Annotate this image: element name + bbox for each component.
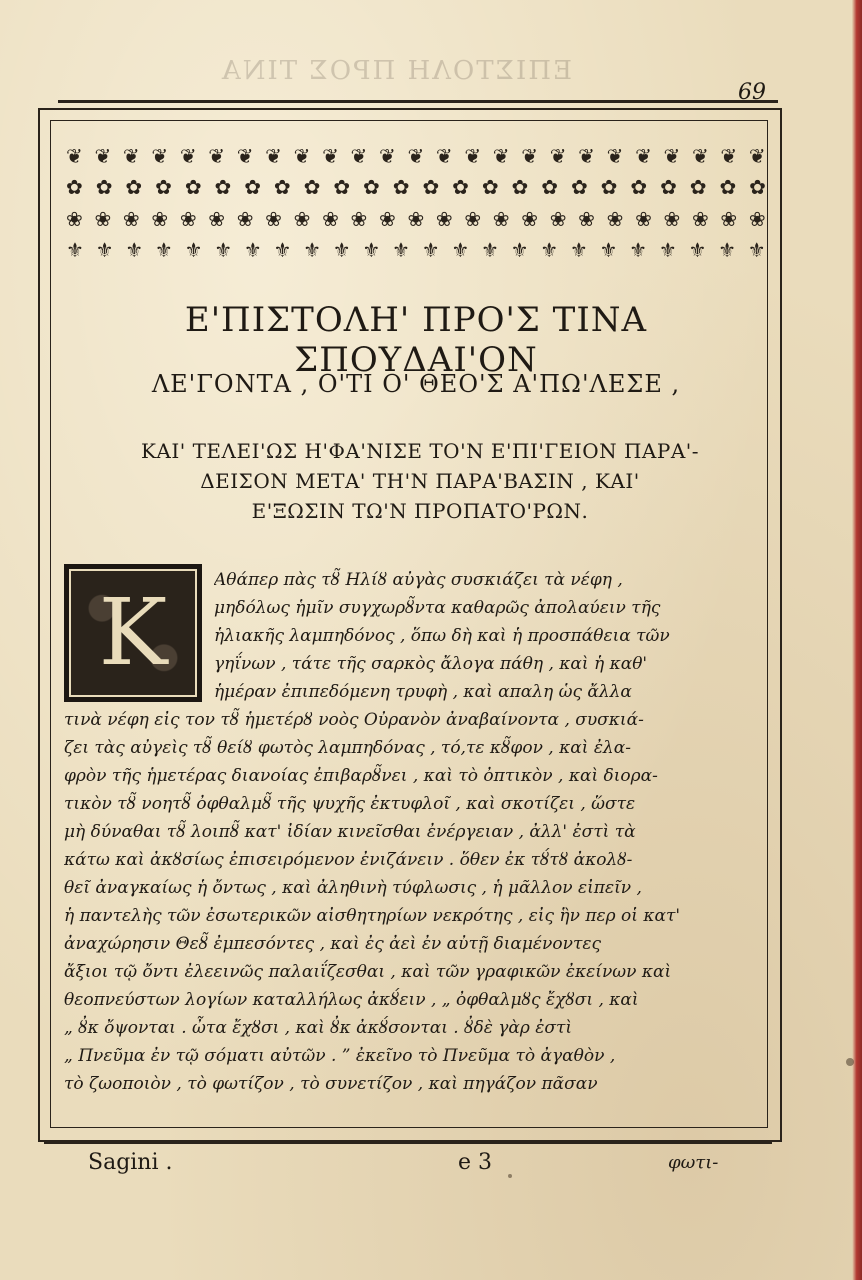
fleuron-icon: ✿ [749, 175, 766, 200]
body-line: κάτω καὶ ἀκȣσίως ἐπισειρόμενον ἐνιζάνειν . ὅθεν ἐκ τȣ́τȣ ἀκολȣ- [64, 850, 633, 870]
fleuron-icon: ⚜ [184, 237, 203, 262]
fleuron-icon: ⚜ [154, 237, 173, 262]
initial-letter: K [98, 579, 168, 686]
fleuron-icon: ⚜ [362, 237, 381, 262]
fleuron-icon: ⚜ [273, 237, 292, 262]
body-line: ἀναχώρησιν Θεȣ̃ ἐμπεσόντες , καὶ ἐς ἀεὶ ἐν αὐτῇ διαμένοντες [64, 934, 601, 954]
fleuron-icon: ⚜ [688, 237, 707, 262]
decorated-initial [64, 564, 202, 702]
gathering-mark: e 3 [458, 1150, 493, 1175]
fleuron-icon: ⚜ [510, 237, 529, 262]
fleuron-icon: ❦ [265, 144, 282, 168]
fleuron-icon: ⚜ [125, 237, 144, 262]
body-line: μηδόλως ἡμῖν συγχωρȣ̃ντα καθαρῶς ἀπολαύειν τῆς [214, 598, 661, 618]
top-rule [58, 100, 778, 103]
fleuron-icon: ⚜ [332, 237, 351, 262]
title-line-2: ΛΕ'ΓΟΝΤΑ , Ο'ΤΙ Ο' ΘΕΟ'Σ Α'ΠΩ'ΛΕΣΕ , [151, 370, 681, 398]
body-line: ζει τὰς αὐγεὶς τȣ̃ θείȣ φωτὸς λαμπηδόνας , τό,τε κȣ̃φον , καὶ ἐλα- [64, 738, 631, 758]
ornament-row [66, 173, 766, 201]
body-line: ἡλιακῆς λαμπηδόνος , ὅπω δὴ καὶ ἡ προσπάθεια τῶν [214, 626, 670, 646]
body-line: ἡμέραν ἐπιπεδόμενη τρυφὴ , καὶ απαλη ὡς ἄλλα [214, 682, 632, 702]
fleuron-icon: ❀ [179, 206, 197, 231]
ornamental-headpiece [66, 142, 766, 264]
bottom-rule [44, 1142, 772, 1144]
ornament-row [66, 236, 766, 264]
subtitle-line: ΚΑΙ' ΤΕΛΕΙ'ΩΣ Η'ΦΑ'ΝΙΣΕ ΤΟ'Ν Ε'ΠΙ'ΓΕΙΟΝ ΠΑΡΑ'- [140, 439, 700, 463]
fleuron-icon: ✿ [600, 175, 618, 200]
fleuron-icon: ❀ [407, 206, 425, 231]
ink-spot [846, 1058, 854, 1066]
fleuron-icon: ❦ [663, 144, 681, 168]
fleuron-icon: ⚜ [540, 237, 559, 262]
fleuron-icon: ✿ [719, 175, 737, 200]
fleuron-icon: ❦ [151, 144, 169, 168]
body-line: θεῖ ἀναγκαίως ἡ ὄντως , καὶ ἀληθινὴ τύφλωσις , ἡ μᾶλλον εἰπεῖν , [64, 878, 642, 898]
fleuron-icon: ❀ [606, 206, 624, 231]
fleuron-icon: ❦ [94, 144, 112, 168]
fleuron-icon: ❀ [635, 206, 652, 231]
fleuron-icon: ❀ [549, 206, 567, 231]
fleuron-icon: ✿ [452, 175, 469, 200]
fleuron-icon: ❦ [521, 144, 539, 168]
fleuron-icon: ✿ [392, 175, 410, 200]
body-line: γηΐνων , τάτε τῆς σαρκὸς ἄλογα πάθη , καὶ ἡ καθ' [214, 654, 648, 674]
fleuron-icon: ✿ [184, 175, 202, 200]
fleuron-icon: ❦ [435, 144, 453, 168]
fleuron-icon: ❦ [236, 144, 254, 168]
fleuron-icon: ❦ [720, 144, 738, 168]
fleuron-icon: ❀ [435, 206, 453, 231]
fleuron-icon: ✿ [481, 175, 499, 200]
fleuron-icon: ✿ [689, 175, 707, 200]
fleuron-icon: ⚜ [747, 237, 766, 262]
body-line: ἡ παντελὴς τῶν ἐσωτερικῶν αἰσθητηρίων νεκρότης , εἰς ἣν περ οἱ κατ' [64, 906, 681, 926]
fleuron-icon: ✿ [422, 175, 440, 200]
fleuron-icon: ❀ [578, 206, 595, 231]
fleuron-icon: ✿ [303, 175, 321, 200]
fleuron-icon: ❀ [492, 206, 510, 231]
show-through-running-head: ΕΠΙΣΤΟΛΗ ΠΡΟΣ ΤΙΝΑ [220, 56, 572, 86]
body-line: φρὸν τῆς ἡμετέρας διανοίας ἐπιβαρȣ̃νει , καὶ τὸ ὀπτικὸν , καὶ διορα- [64, 766, 658, 786]
fleuron-icon: ⚜ [95, 237, 114, 262]
fleuron-icon: ❀ [663, 206, 681, 231]
fleuron-icon: ✿ [66, 175, 83, 200]
fleuron-icon: ❀ [322, 206, 339, 231]
body-line: τικὸν τȣ̃ νοητȣ̃ ὀφθαλμȣ̃ τῆς ψυχῆς ἐκτυφλοῖ , καὶ σκοτίζει , ὥστε [64, 794, 636, 814]
fleuron-icon: ⚜ [421, 237, 440, 262]
printer-signature: Sagini . [88, 1150, 173, 1175]
fleuron-icon: ⚜ [599, 237, 618, 262]
fleuron-icon: ❀ [464, 206, 482, 231]
fleuron-icon: ✿ [541, 175, 559, 200]
fleuron-icon: ❀ [748, 206, 766, 231]
fleuron-icon: ❦ [635, 144, 652, 168]
fleuron-icon: ✿ [511, 175, 529, 200]
fleuron-icon: ⚜ [480, 237, 499, 262]
fleuron-icon: ✿ [244, 175, 261, 200]
fleuron-icon: ❀ [350, 206, 368, 231]
fleuron-icon: ❦ [606, 144, 624, 168]
fleuron-icon: ❀ [521, 206, 539, 231]
fleuron-icon: ❀ [691, 206, 709, 231]
fleuron-icon: ❦ [691, 144, 709, 168]
fleuron-icon: ✿ [363, 175, 380, 200]
fleuron-icon: ❀ [151, 206, 169, 231]
subtitle-block [90, 436, 750, 526]
body-line: Αθάπερ πὰς τȣ̃ Ηλίȣ αὐγὰς συσκιάζει τὰ νέφη , [214, 570, 623, 590]
fleuron-icon: ❦ [322, 144, 339, 168]
fleuron-icon: ❦ [407, 144, 425, 168]
ornament-row [66, 142, 766, 170]
fleuron-icon: ❦ [492, 144, 510, 168]
fleuron-icon: ❀ [378, 206, 396, 231]
fleuron-icon: ⚜ [303, 237, 322, 262]
fleuron-icon: ❦ [378, 144, 396, 168]
title-line-1: Ε'ΠΙΣΤΟΛΗ' ΠΡΟ'Σ ΤΙΝΑ ΣΠΟΥΔΑΙ'ΟΝ [184, 300, 648, 380]
fleuron-icon: ✿ [273, 175, 291, 200]
body-line: θεοπνεύστων λογίων καταλλήλως ἀκȣ́ειν , „ ὀφθαλμȣς ἔχȣσι , καὶ [64, 990, 639, 1010]
initial-frame [69, 569, 197, 697]
page-number: 69 [738, 80, 766, 105]
fleuron-icon: ❦ [748, 144, 766, 168]
fleuron-icon: ❀ [208, 206, 226, 231]
catchword: φωτι- [668, 1152, 719, 1173]
ink-spot [508, 1174, 512, 1178]
red-page-edge [852, 0, 862, 1280]
fleuron-icon: ❦ [350, 144, 368, 168]
fleuron-icon: ❦ [122, 144, 140, 168]
fleuron-icon: ⚜ [66, 237, 84, 262]
fleuron-icon: ✿ [214, 175, 232, 200]
fleuron-icon: ⚜ [629, 237, 648, 262]
fleuron-icon: ✿ [155, 175, 172, 200]
fleuron-icon: ❀ [122, 206, 140, 231]
fleuron-icon: ⚜ [392, 237, 410, 262]
body-line: μὴ δύναθαι τȣ̃ λοιπȣ̃ κατ' ἰδίαν κινεῖσθαι ἐνέργειαν , ἀλλ' ἐστὶ τὰ [64, 822, 636, 842]
fleuron-icon: ❦ [208, 144, 226, 168]
ornament-row [66, 205, 766, 233]
fleuron-icon: ❀ [94, 206, 112, 231]
fleuron-icon: ❦ [549, 144, 567, 168]
fleuron-icon: ✿ [125, 175, 143, 200]
fleuron-icon: ❦ [66, 144, 83, 168]
fleuron-icon: ❀ [66, 206, 83, 231]
fleuron-icon: ❦ [293, 144, 311, 168]
fleuron-icon: ✿ [333, 175, 351, 200]
fleuron-icon: ❀ [265, 206, 282, 231]
fleuron-icon: ✿ [570, 175, 588, 200]
fleuron-icon: ⚜ [658, 237, 677, 262]
body-line: „ Πνεῦμα ἐν τῷ σόματι αὐτῶν . ” ἐκεῖνο τὸ Πνεῦμα τὸ ἀγαθὸν , [64, 1046, 616, 1066]
fleuron-icon: ✿ [630, 175, 648, 200]
body-line: ἄξιοι τῷ ὄντι ἐλεεινῶς παλαιΐζεσθαι , καὶ τῶν γραφικῶν ἐκείνων καὶ [64, 962, 672, 982]
subtitle-line: ΔΕΙΣΟΝ ΜΕΤΑ' ΤΗ'Ν ΠΑΡΑ'ΒΑΣΙΝ , ΚΑΙ' [200, 469, 640, 493]
fleuron-icon: ⚜ [569, 237, 588, 262]
fleuron-icon: ❀ [293, 206, 311, 231]
fleuron-icon: ⚜ [214, 237, 233, 262]
fleuron-icon: ✿ [660, 175, 677, 200]
subtitle-line: Ε'ΞΩΣΙΝ ΤΩ'Ν ΠΡΟΠΑΤΟ'ΡΩΝ. [251, 499, 589, 523]
fleuron-icon: ❀ [236, 206, 254, 231]
fleuron-icon: ⚜ [451, 237, 470, 262]
fleuron-icon: ❦ [578, 144, 595, 168]
fleuron-icon: ⚜ [718, 237, 737, 262]
fleuron-icon: ❀ [720, 206, 738, 231]
body-line: „ ȣ̓κ ὄψονται . ὦτα ἔχȣσι , καὶ ȣ̓κ ἀκȣ́σονται . ȣ̓δὲ γὰρ ἐστὶ [64, 1018, 573, 1038]
fleuron-icon: ✿ [95, 175, 113, 200]
fleuron-icon: ❦ [464, 144, 482, 168]
body-line: τὸ ζωοποιὸν , τὸ φωτίζον , τὸ συνετίζον , καὶ πηγάζον πᾶσαν [64, 1074, 598, 1094]
body-line: τινὰ νέφη εἰς τον τȣ̃ ἡμετέρȣ νοὸς Οὐρανὸν ἀναβαίνοντα , συσκιά- [64, 710, 644, 730]
fleuron-icon: ⚜ [243, 237, 262, 262]
fleuron-icon: ❦ [179, 144, 197, 168]
